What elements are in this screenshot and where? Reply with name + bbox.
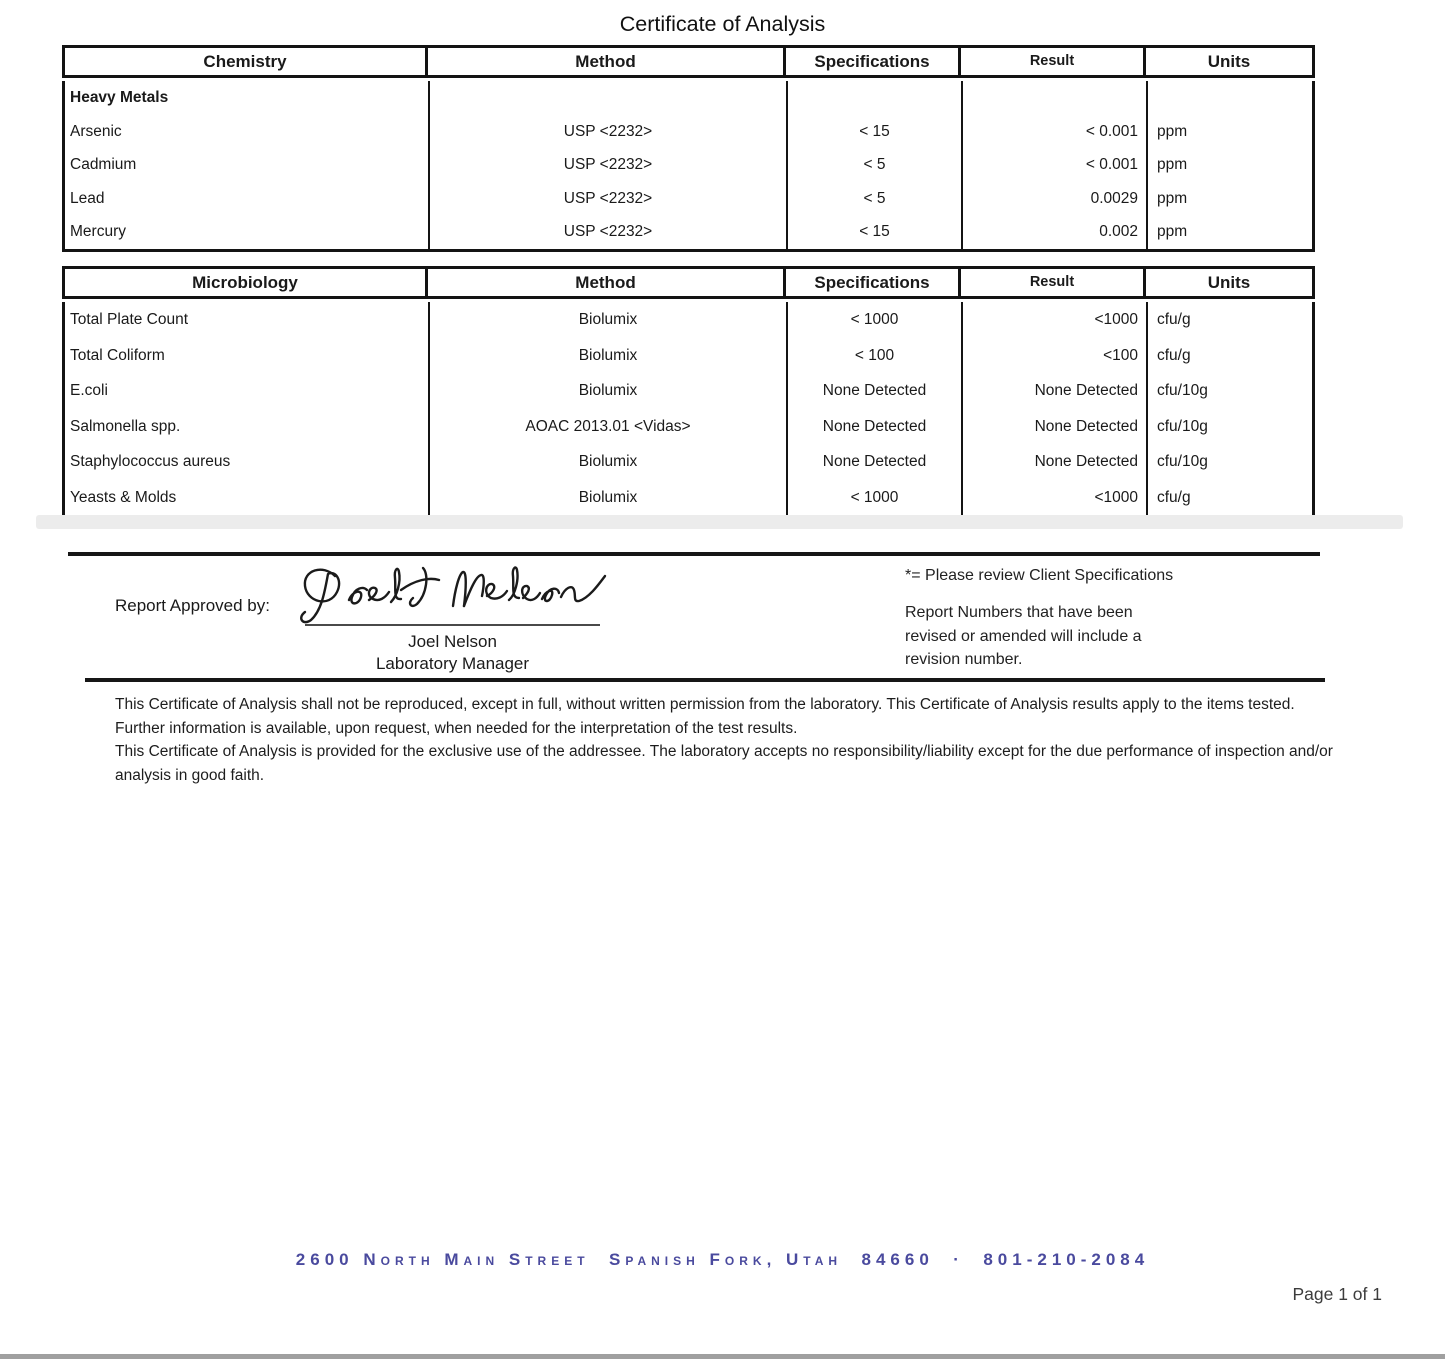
signature-line — [305, 624, 600, 626]
method-cell: USP <2232> — [428, 148, 786, 182]
units-cell: cfu/g — [1146, 480, 1318, 516]
page-number: Page 1 of 1 — [1292, 1284, 1382, 1304]
chemistry-table-body — [62, 81, 1315, 252]
specification-cell: < 15 — [786, 115, 961, 149]
header-result: Result — [958, 266, 1143, 299]
header-method: Method — [425, 45, 783, 78]
signer-name: Joel Nelson — [408, 632, 497, 651]
analyte-cell: Arsenic — [70, 122, 122, 140]
specification-cell: < 5 — [786, 148, 961, 182]
analyte-cell: E.coli — [70, 382, 108, 399]
result-cell: <1000 — [961, 302, 1146, 338]
scan-bottom-edge — [0, 1354, 1445, 1359]
microbiology-table-header — [62, 266, 1315, 299]
header-units: Units — [1143, 45, 1315, 78]
signer-block — [325, 631, 580, 675]
analyte-cell: Total Coliform — [70, 346, 165, 364]
specification-cell: None Detected — [786, 373, 961, 409]
method-cell: USP <2232> — [428, 115, 786, 149]
result-cell: 0.0029 — [961, 182, 1146, 216]
result-cell: <1000 — [961, 480, 1146, 516]
microbiology-table-body — [62, 302, 1315, 518]
units-cell: cfu/10g — [1146, 373, 1318, 409]
method-cell: Biolumix — [428, 373, 786, 409]
result-cell: <100 — [961, 338, 1146, 374]
horizontal-rule-top — [68, 552, 1320, 556]
result-cell: None Detected — [961, 444, 1146, 480]
method-cell: Biolumix — [428, 302, 786, 338]
disclaimer-block — [115, 693, 1335, 787]
disclaimer-paragraph-2: This Certificate of Analysis is provided for the exclusive use of the addressee. The laboratory accepts no responsibility/liability except for the due performance of inspection and/or analysis in good faith. — [115, 743, 1333, 784]
analyte-cell: Yeasts & Molds — [70, 488, 177, 506]
result-cell: < 0.001 — [961, 115, 1146, 149]
header-specifications: Specifications — [783, 45, 958, 78]
result-cell: < 0.001 — [961, 148, 1146, 182]
specification-cell: < 1000 — [786, 302, 961, 338]
units-cell: cfu/10g — [1146, 409, 1318, 445]
units-cell: ppm — [1146, 115, 1318, 149]
empty-cell — [1146, 81, 1318, 115]
specification-cell: < 100 — [786, 338, 961, 374]
page-title: Certificate of Analysis — [619, 12, 826, 36]
empty-cell — [428, 81, 786, 115]
chemistry-table-header — [62, 45, 1315, 78]
microbiology-table — [62, 266, 1315, 518]
header-microbiology: Microbiology — [62, 266, 425, 299]
method-cell: AOAC 2013.01 <Vidas> — [428, 409, 786, 445]
analyte-cell: Mercury — [70, 223, 126, 240]
analyte-cell: Total Plate Count — [70, 311, 189, 328]
units-cell: cfu/g — [1146, 338, 1318, 374]
report-approved-label: Report Approved by: — [115, 596, 270, 615]
lab-address: 2600 North Main Street Spanish Fork, Utah 84660 · 801-210-2084 — [295, 1250, 1150, 1269]
scan-shadow-band — [36, 515, 1403, 529]
result-cell: None Detected — [961, 409, 1146, 445]
chemistry-table — [62, 45, 1315, 252]
method-cell: USP <2232> — [428, 215, 786, 249]
result-cell: None Detected — [961, 373, 1146, 409]
method-cell: USP <2232> — [428, 182, 786, 216]
analyte-cell: Salmonella spp. — [70, 417, 181, 435]
header-specifications: Specifications — [783, 266, 958, 299]
header-units: Units — [1143, 266, 1315, 299]
header-result: Result — [958, 45, 1143, 78]
units-cell: cfu/10g — [1146, 444, 1318, 480]
header-method: Method — [425, 266, 783, 299]
units-cell: ppm — [1146, 182, 1318, 216]
signature-image — [295, 562, 615, 626]
revision-note: Report Numbers that have been revised or amended will include a revision number. — [905, 604, 1142, 668]
analyte-cell: Cadmium — [70, 156, 137, 173]
group-label: Heavy Metals — [70, 89, 169, 106]
result-cell: 0.002 — [961, 215, 1146, 249]
specification-cell: < 15 — [786, 215, 961, 249]
units-cell: ppm — [1146, 215, 1318, 249]
analyte-cell: Staphylococcus aureus — [70, 453, 231, 470]
units-cell: cfu/g — [1146, 302, 1318, 338]
specification-cell: < 1000 — [786, 480, 961, 516]
specification-cell: None Detected — [786, 444, 961, 480]
specification-cell: < 5 — [786, 182, 961, 216]
units-cell: ppm — [1146, 148, 1318, 182]
empty-cell — [786, 81, 961, 115]
empty-cell — [961, 81, 1146, 115]
client-spec-note: *= Please review Client Specifications — [905, 567, 1174, 584]
method-cell: Biolumix — [428, 480, 786, 516]
analyte-cell: Lead — [70, 189, 105, 207]
disclaimer-paragraph-1: This Certificate of Analysis shall not be reproduced, except in full, without written permission from the laboratory. This Certificate of Analysis results apply to the items tested. Further information is available, upon request, when needed for the interpretation of the test results. — [115, 696, 1295, 737]
method-cell: Biolumix — [428, 338, 786, 374]
method-cell: Biolumix — [428, 444, 786, 480]
specification-cell: None Detected — [786, 409, 961, 445]
horizontal-rule-bottom — [85, 678, 1325, 682]
header-chemistry: Chemistry — [62, 45, 425, 78]
signer-title: Laboratory Manager — [375, 654, 530, 673]
